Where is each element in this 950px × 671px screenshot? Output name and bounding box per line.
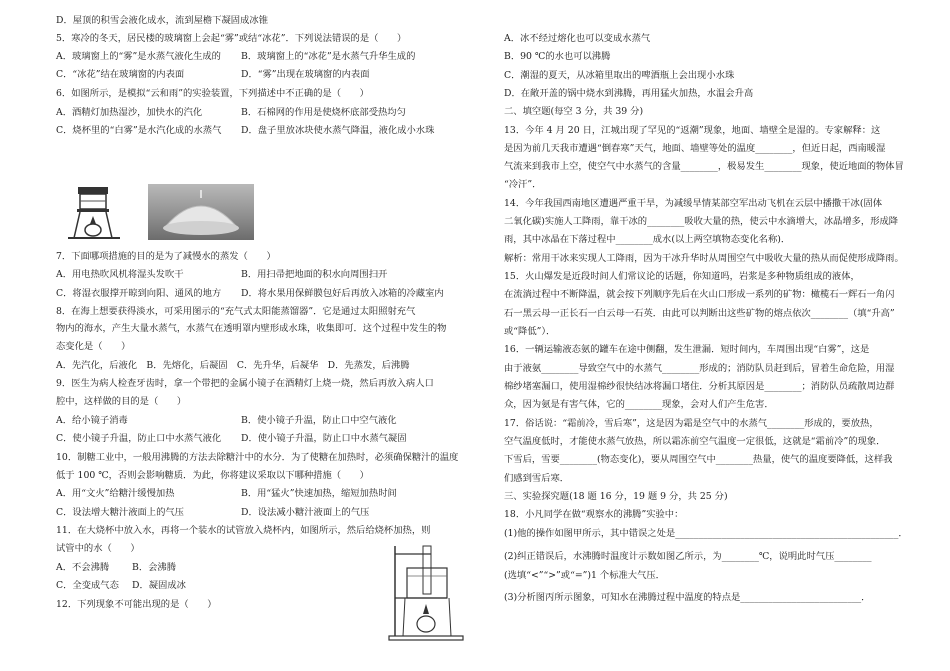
options-row: A．先汽化，后液化 B．先熔化，后凝固 C．先升华，后凝华 D．先蒸发，后沸腾 [56, 360, 410, 371]
text-line: 物内的海水，产生大量水蒸气，水蒸气在透明罩内壁形成水珠，收集即可．这个过程中发生的物 [56, 323, 447, 334]
option-a: A．玻璃窗上的“雾”是水蒸气液化生成的 [56, 51, 221, 62]
text-line: 们感到雪后寒． [504, 473, 570, 484]
question-8: 8．在海上想要获得淡水，可采用图示的“充气式太阳能蒸馏器”．它是通过太阳照射充气 [56, 306, 416, 317]
text-line: D．屋顶的积雪会液化成水，流到屋檐下凝固成冰锥 [56, 15, 268, 26]
text-line: 腔中，这样做的目的是（ ） [56, 396, 187, 407]
question-10: 10．制糖工业中，一般用沸腾的方法去除糖汁中的水分．为了使糖在加热时，必须确保糖汁的温度 [56, 452, 459, 463]
option-c: C．“冰花”结在玻璃窗的内表面 [56, 69, 185, 80]
option-b: B．用“猛火”快速加热，缩短加热时间 [241, 488, 397, 499]
beaker-test-tube-apparatus-icon [385, 540, 467, 642]
question-7: 7．下面哪项措施的目的是为了减慢水的蒸发（ ） [56, 251, 276, 262]
sub-question-2: (2)纠正错误后，水沸腾时温度计示数如图乙所示，为________℃，说明此时气压________ [504, 551, 872, 562]
option-c: C．使小镜子升温，防止口中水蒸气液化 [56, 433, 222, 444]
option-c: C．潮湿的夏天，从冰箱里取出的啤酒瓶上会出现小水珠 [504, 70, 735, 81]
question-11: 11．在大烧杯中放入水，再将一个装水的试管放入烧杯内，如图所示，然后给烧杯加热，则 [56, 525, 431, 536]
question-12: 12．下列现象不可能出现的是（ ） [56, 599, 217, 610]
question-9: 9．医生为病人检查牙齿时，拿一个带把的金属小镜子在酒精灯上烧一烧，然后再放入病人口 [56, 378, 434, 389]
text-line: 气流来到我市上空，使空气中水蒸气的含量________，极易发生________现象，使近地面的物体冒 [504, 161, 904, 172]
question-17: 17．俗话说：“霜前冷，雪后寒”，这是因为霜是空气中的水蒸气________形成的，要放热， [504, 418, 879, 429]
question-15: 15．火山爆发是近段时间人们常议论的话题，你知道吗，岩浆是多种物质组成的液体， [504, 271, 860, 282]
text-line: (选填“<”“>”或“=”)1 个标准大气压． [504, 570, 665, 581]
text-line: 在流淌过程中不断降温，就会按下列顺序先后在火山口形成一系列的矿物：橄榄石一辉石一角闪 [504, 289, 895, 300]
option-b: B．会沸腾 [132, 562, 177, 573]
text-line: 低于 100 ℃，否则会影响糖质．为此，你将建议采取以下哪种措施（ ） [56, 470, 369, 481]
text-line: 态变化是（ ） [56, 341, 131, 352]
option-d: D．盘子里放冰块使水蒸气降温，液化成小水珠 [241, 125, 435, 136]
option-b: B．石棉网的作用是使烧杯底部受热均匀 [241, 107, 406, 118]
option-c: C．将湿衣服撑开晾到向阳、通风的地方 [56, 288, 222, 299]
option-b: B．使小镜子升温，防止口中空气液化 [241, 415, 397, 426]
text-line: 下雪后，雪要________(物态变化)，要从周围空气中________热量，使气的温度要降低，这样我 [504, 454, 893, 465]
option-a: A．不会沸腾 [56, 562, 110, 573]
question-6: 6．如图所示，是模拟“云和雨”的实验装置，下列描述中不正确的是（ ） [56, 88, 369, 99]
alcohol-lamp-apparatus-icon [66, 184, 124, 240]
solar-still-photo-icon [148, 184, 254, 240]
option-d: D．使小镜子升温，防止口中水蒸气凝固 [241, 433, 407, 444]
text-line: “冷汗”． [504, 179, 542, 190]
text-line: 由于液氨________导致空气中的水蒸气________形成的；消防队员赶到后，冒着生命危险，用湿 [504, 363, 895, 374]
option-d: D．将水果用保鲜膜包好后再放入冰箱的冷藏室内 [241, 288, 444, 299]
question-18: 18．小凡同学在做“观察水的沸腾”实验中： [504, 509, 684, 520]
sub-question-3: (3)分析图丙所示图象，可知水在沸腾过程中温度的特点是__________________________． [504, 592, 871, 603]
text-line: 二氧化碳)实施人工降雨，靠干冰的________吸收大量的热，使云中水滴增大，冰晶增多，形成降 [504, 216, 899, 227]
option-d: D．凝固成冰 [132, 580, 186, 591]
section-heading: 二、填空题(每空 3 分，共 39 分) [504, 106, 644, 117]
option-d: D．“雾”出现在玻璃窗的内表面 [241, 69, 370, 80]
option-c: C．烧杯里的“白雾”是水汽化成的水蒸气 [56, 125, 222, 136]
cloud-rain-figure [66, 184, 254, 240]
text-line: 试管中的水（ ） [56, 543, 140, 554]
option-a: A．用“文火”给糖汁缓慢加热 [56, 488, 175, 499]
option-b: B．玻璃窗上的“冰花”是水蒸气升华生成的 [241, 51, 416, 62]
question-13: 13．今年 4 月 20 日，江城出现了罕见的“返潮”现象，地面、墙壁全是湿的。专家解释：这 [504, 125, 881, 136]
text-line: 雨，其中冰晶在下落过程中________成水(以上两空填物态变化名称)． [504, 234, 791, 245]
question-14: 14．今年我国西南地区遭遇严重干旱，为减缓旱情某部空军出动飞机在云层中播撒干冰(固体 [504, 198, 883, 209]
text-line: 众，因为氨是有害气体，它的________现象，会对人们产生危害． [504, 399, 774, 410]
option-c: C．全变成气态 [56, 580, 119, 591]
question-5: 5．寒冷的冬天，居民楼的玻璃窗上会起“雾”或结“冰花”．下列说法错误的是（ ） [56, 33, 407, 44]
question-16: 16．一辆运输液态氨的罐车在途中侧翻，发生泄漏．短时间内，车周围出现“白雾”，这是 [504, 344, 870, 355]
option-b: B．90 ℃的水也可以沸腾 [504, 51, 611, 62]
text-line: 或“降低”）． [504, 326, 556, 337]
option-b: B．用扫帚把地面的积水向周围扫开 [241, 269, 388, 280]
text-line: 空气温度低时，才能使水蒸气放热，所以霜冻前空气温度一定很低，这就是“霜前冷”的现象． [504, 436, 886, 447]
section-heading: 三、实验探究题(18 题 16 分，19 题 9 分，共 25 分) [504, 491, 728, 502]
option-a: A．酒精灯加热湿沙，加快水的汽化 [56, 107, 203, 118]
sub-question-1: (1)他的操作如图甲所示，其中错误之处是________________________________________________． [504, 528, 908, 539]
text-line: 是因为前几天我市遭遇“倒春寒”天气，地面、墙壁等处的温度________，但近日起，西南暖湿 [504, 143, 886, 154]
option-a: A．用电热吹风机将湿头发吹干 [56, 269, 184, 280]
analysis-note: 解析：常用干冰来实现人工降雨，因为干冰升华时从周围空气中吸收大量的热从而促使形成降雨。 [504, 253, 904, 264]
text-line: 棉纱堵塞漏口，使用湿棉纱很快结冰将漏口堵住．分析其原因是________；消防队员疏散周边群 [504, 381, 895, 392]
option-c: C．设法增大糖汁液面上的气压 [56, 507, 184, 518]
text-line: 石一黑云母一正长石一白云母一石英．由此可以判断出这些矿物的熔点依次________（填“升高” [504, 308, 895, 319]
option-a: A．给小镜子消毒 [56, 415, 128, 426]
option-a: A．冰不经过熔化也可以变成水蒸气 [504, 33, 651, 44]
option-d: D．设法减小糖汁液面上的气压 [241, 507, 370, 518]
option-d: D．在敞开盖的锅中烧水到沸腾，再用猛火加热，水温会升高 [504, 88, 754, 99]
